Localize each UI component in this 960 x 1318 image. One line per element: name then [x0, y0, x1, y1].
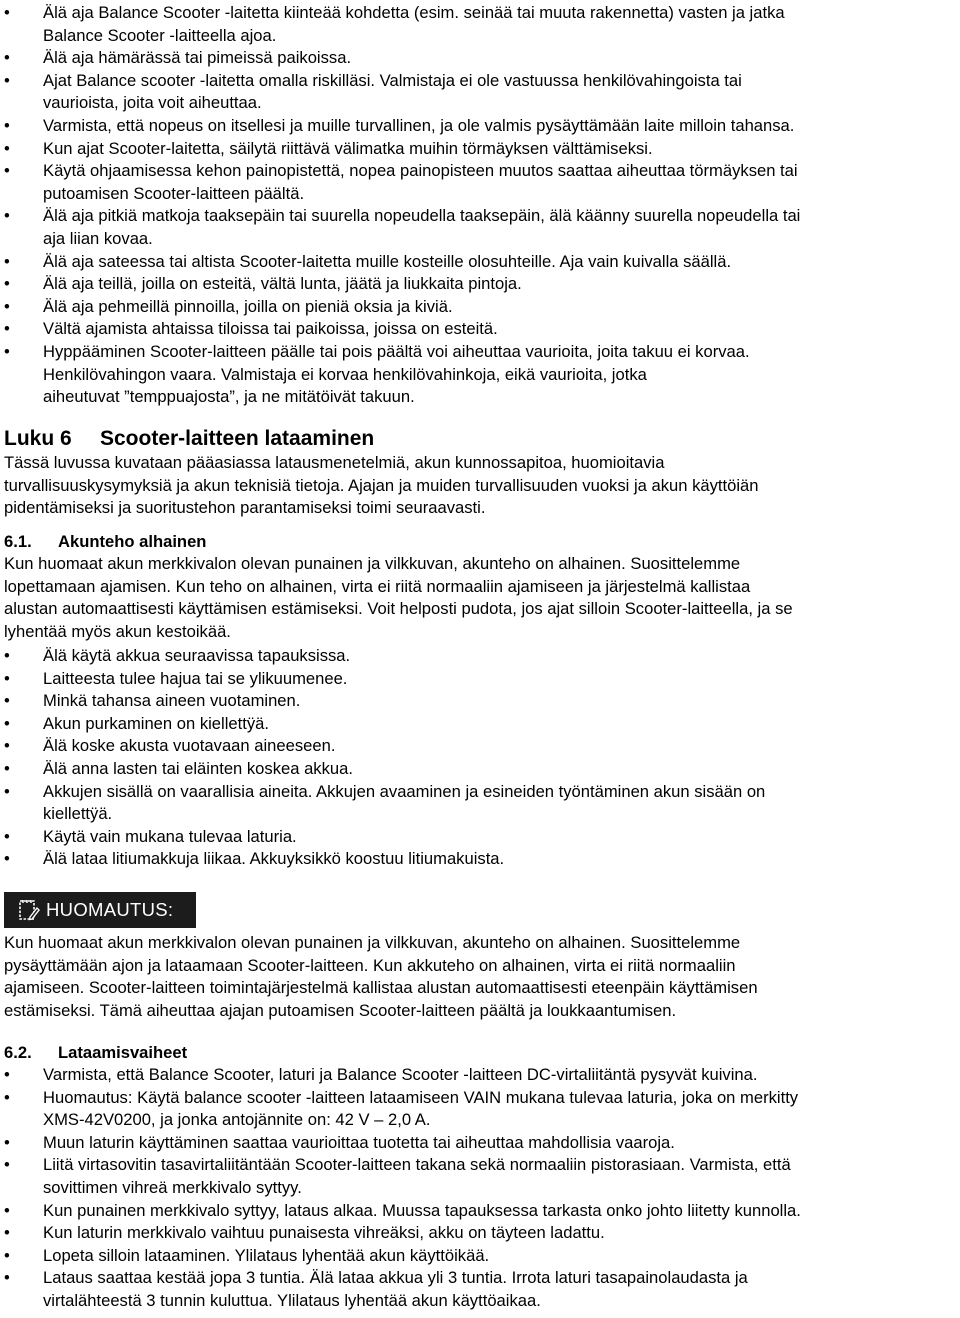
list-item — [0, 1064, 958, 1087]
list-item-text: Älä aja Balance Scooter -laitetta kiinteää kohdetta (esim. seinää tai muuta rakennetta) vasten ja jatka — [43, 3, 785, 22]
chapter-title: Scooter-laitteen lataaminen — [100, 427, 375, 450]
chapter-number: Luku 6 — [4, 427, 72, 450]
list-item-text: sovittimen vihreä merkkivalo syttyy. — [43, 1177, 302, 1197]
battery-warning-list — [0, 645, 958, 871]
list-item — [0, 2, 958, 47]
paragraph-line: lyhentää myös akun kestoikää. — [4, 621, 231, 641]
list-item-text: Kun punainen merkkivalo syttyy, lataus alkaa. Muussa tapauksessa tarkasta onko johto liitetty kunnolla. — [43, 1200, 801, 1220]
list-item — [0, 251, 958, 274]
list-item-text: Älä aja teillä, joilla on esteitä, vältä lunta, jäätä ja liukkaita pintoja. — [43, 274, 522, 294]
bullet-icon: • — [4, 206, 10, 226]
note-banner — [4, 892, 196, 928]
bullet-icon: • — [4, 70, 10, 90]
bullet-icon: • — [4, 251, 10, 271]
list-item-text: Liitä virtasovitin tasavirtaliitäntään Scooter-laitteen takana sekä normaaliin pistorasiaan. Varmista, että — [43, 1155, 791, 1175]
paragraph-line: turvallisuuskysymyksiä ja akun teknisiä tietoja. Ajajan ja muiden turvallisuuden vuoksi ja akun käyttöiän — [4, 475, 759, 495]
note-text — [4, 932, 958, 1022]
list-item-text: Älä aja pitkiä matkoja taaksepäin tai suurella nopeudella taaksepäin, älä käänny suurella nopeudella tai — [43, 206, 801, 226]
bullet-icon: • — [4, 781, 10, 801]
list-item-text: Älä anna lasten tai eläinten koskea akkua. — [43, 758, 353, 778]
paragraph-line: Tässä luvussa kuvataan pääasiassa latausmenetelmiä, akun kunnossapitoa, huomioitavia — [4, 453, 665, 472]
list-item-text: virtalähteestä 3 tunnin kuluttua. Ylilataus lyhentää akun käyttöaikaa. — [43, 1290, 541, 1310]
list-item — [0, 205, 958, 250]
list-item — [0, 690, 958, 713]
note-label: HUOMAUTUS: — [46, 899, 174, 920]
list-item-text: Akun purkaminen on kiellettÿä. — [43, 713, 269, 733]
bullet-icon: • — [4, 274, 10, 294]
list-item-text: Älä aja pehmeillä pinnoilla, joilla on pieniä oksia ja kiviä. — [43, 296, 453, 316]
bullet-icon: • — [4, 161, 10, 181]
bullet-icon: • — [4, 1268, 10, 1288]
paragraph-line: estämiseksi. Tämä aiheuttaa ajajan putoamisen Scooter-laitteen päältä ja loukkaantumisen. — [4, 1000, 677, 1020]
list-item — [0, 341, 958, 409]
list-item-text: Älä käytä akkua seuraavissa tapauksissa. — [43, 646, 351, 665]
bullet-icon: • — [4, 849, 10, 869]
list-item — [0, 47, 958, 70]
list-item — [0, 758, 958, 781]
bullet-icon: • — [4, 826, 10, 846]
bullet-icon: • — [4, 1132, 10, 1152]
note-pencil-icon — [18, 898, 40, 922]
list-item-text: Käytä ohjaamisessa kehon painopistettä, nopea painopisteen muutos saattaa aiheuttaa törmäyksen tai — [43, 161, 798, 181]
list-item-text: Älä aja sateessa tai altista Scooter-laitetta muille kosteille olosuhteille. Aja vain kuivalla säällä. — [43, 251, 732, 271]
bullet-icon: • — [4, 319, 10, 339]
list-item-text: Huomautus: Käytä balance scooter -laitteen lataamiseen VAIN mukana tulevaa laturia, joka on merkitty — [43, 1087, 799, 1107]
list-item — [0, 273, 958, 296]
bullet-icon: • — [4, 646, 10, 665]
chapter-heading — [4, 425, 374, 453]
bullet-icon: • — [4, 713, 10, 733]
list-item — [0, 1267, 958, 1312]
list-item — [0, 318, 958, 341]
paragraph-line: lopettamaan ajamisen. Kun teho on alhainen, virta ei riitä normaaliin ajamiseen ja järjestelmä kallistaa — [4, 576, 751, 596]
bullet-icon: • — [4, 3, 10, 22]
list-item — [0, 713, 958, 736]
paragraph-line: Kun huomaat akun merkkivalon olevan punainen ja vilkkuvan, akunteho on alhainen. Suosittelemme — [4, 554, 741, 573]
bullet-icon: • — [4, 668, 10, 688]
bullet-icon: • — [4, 1087, 10, 1107]
list-item-text: Varmista, että nopeus on itsellesi ja muille turvallinen, ja ole valmis pysäyttämään laite milloin tahansa. — [43, 115, 795, 135]
paragraph-line: Kun huomaat akun merkkivalon olevan punainen ja vilkkuvan, akunteho on alhainen. Suosittelemme — [4, 933, 741, 952]
paragraph-line: pidentämiseksi ja suoritustehon parantamiseksi toimi seuraavasti. — [4, 498, 486, 518]
list-item — [0, 826, 958, 849]
bullet-icon: • — [4, 138, 10, 158]
list-item-text: Lopeta silloin lataaminen. Ylilataus lyhentää akun käyttöikää. — [43, 1245, 490, 1265]
list-item-text: aja liian kovaa. — [43, 228, 153, 248]
list-item — [0, 296, 958, 319]
section-6-1-text — [4, 553, 958, 643]
list-item-text: XMS-42V0200, ja jonka antojännite on: 42 V – 2,0 A. — [43, 1110, 431, 1130]
paragraph-line: alustan automaattisesti käyttämisen estämiseksi. Voit helposti pudota, jos ajat silloin Scooter-laitteella, ja se — [4, 599, 793, 619]
paragraph-line: ajamiseen. Scooter-laitteen toimintajärjestelmä kallistaa alustan automaattisesti eteenpäin käyttämisen — [4, 978, 758, 998]
list-item — [0, 1132, 958, 1155]
list-item — [0, 138, 958, 161]
bullet-icon: • — [4, 341, 10, 361]
list-item-text: Lataus saattaa kestää jopa 3 tuntia. Älä lataa akkua yli 3 tuntia. Irrota laturi tasapainolaudasta ja — [43, 1268, 748, 1288]
bullet-icon: • — [4, 1155, 10, 1175]
bullet-icon: • — [4, 48, 10, 68]
paragraph-line: pysäyttämään ajon ja lataamaan Scooter-laitteen. Kun akkuteho on alhainen, virta ei riitä normaaliin — [4, 955, 736, 975]
list-item — [0, 1200, 958, 1223]
list-item — [0, 781, 958, 826]
charging-steps-list — [0, 1064, 958, 1313]
list-item-text: Ajat Balance scooter -laitetta omalla riskilläsi. Valmistaja ei ole vastuussa henkilövahingoista tai — [43, 70, 742, 90]
bullet-icon: • — [4, 1223, 10, 1243]
list-item-text: kiellettÿä. — [43, 804, 113, 824]
section-heading-6-2 — [4, 1042, 187, 1065]
list-item-text: vaurioista, joita voit aiheuttaa. — [43, 93, 262, 113]
list-item-text: Laitteesta tulee hajua tai se ylikuumenee. — [43, 668, 348, 688]
list-item-text: Älä aja hämärässä tai pimeissä paikoissa. — [43, 48, 352, 68]
section-heading-6-1 — [4, 531, 206, 554]
bullet-icon: • — [4, 691, 10, 711]
bullet-icon: • — [4, 1245, 10, 1265]
list-item-text: Kun ajat Scooter-laitetta, säilytä riittävä välimatka muihin törmäyksen välttämiseksi. — [43, 138, 653, 158]
list-item-text: Vältä ajamista ahtaissa tiloissa tai paikoissa, joissa on esteitä. — [43, 319, 498, 339]
bullet-icon: • — [4, 736, 10, 756]
list-item — [0, 1154, 958, 1199]
bullet-icon: • — [4, 758, 10, 778]
list-item-text: Minkä tahansa aineen vuotaminen. — [43, 691, 301, 711]
chapter-intro — [4, 452, 958, 520]
list-item — [0, 645, 958, 668]
list-item-text: putoamisen Scooter-laitteen päältä. — [43, 183, 305, 203]
list-item-text: Älä lataa litiumakkuja liikaa. Akkuyksikkö koostuu litiumakuista. — [43, 849, 505, 869]
list-item — [0, 735, 958, 758]
safety-bullet-list — [0, 2, 958, 409]
list-item-text: Hyppääminen Scooter-laitteen päälle tai pois päältä voi aiheuttaa vaurioita, joita takuu ei korvaa. — [43, 341, 750, 361]
section-title: Lataamisvaiheet — [58, 1043, 188, 1062]
bullet-icon: • — [4, 296, 10, 316]
bullet-icon: • — [4, 1065, 10, 1084]
list-item — [0, 1087, 958, 1132]
bullet-icon: • — [4, 1200, 10, 1220]
list-item-text: Älä koske akusta vuotavaan aineeseen. — [43, 736, 336, 756]
list-item — [0, 668, 958, 691]
list-item-text: Henkilövahingon vaara. Valmistaja ei korvaa henkilövahinkoja, eikä vaurioita, jotka — [43, 364, 647, 384]
list-item — [0, 1222, 958, 1245]
section-number: 6.2. — [4, 1043, 32, 1062]
list-item-text: Muun laturin käyttäminen saattaa vaurioittaa tuotetta tai aiheuttaa mahdollisia vaaroja. — [43, 1132, 675, 1152]
list-item — [0, 1245, 958, 1268]
section-number: 6.1. — [4, 532, 32, 551]
section-title: Akunteho alhainen — [58, 532, 207, 551]
list-item — [0, 160, 958, 205]
list-item-text: Balance Scooter -laitteella ajoa. — [43, 25, 277, 45]
list-item — [0, 848, 958, 871]
list-item-text: Kun laturin merkkivalo vaihtuu punaisesta vihreäksi, akku on täyteen ladattu. — [43, 1223, 605, 1243]
list-item-text: Varmista, että Balance Scooter, laturi ja Balance Scooter -laitteen DC-virtaliitäntä pysyvät kuivina. — [43, 1065, 758, 1084]
list-item — [0, 70, 958, 115]
list-item-text: Akkujen sisällä on vaarallisia aineita. Akkujen avaaminen ja esineiden työntäminen akun sisään on — [43, 781, 766, 801]
list-item — [0, 115, 958, 138]
bullet-icon: • — [4, 115, 10, 135]
list-item-text: aiheutuvat ”temppuajosta”, ja ne mitätöivät takuun. — [43, 387, 415, 407]
list-item-text: Käytä vain mukana tulevaa laturia. — [43, 826, 297, 846]
